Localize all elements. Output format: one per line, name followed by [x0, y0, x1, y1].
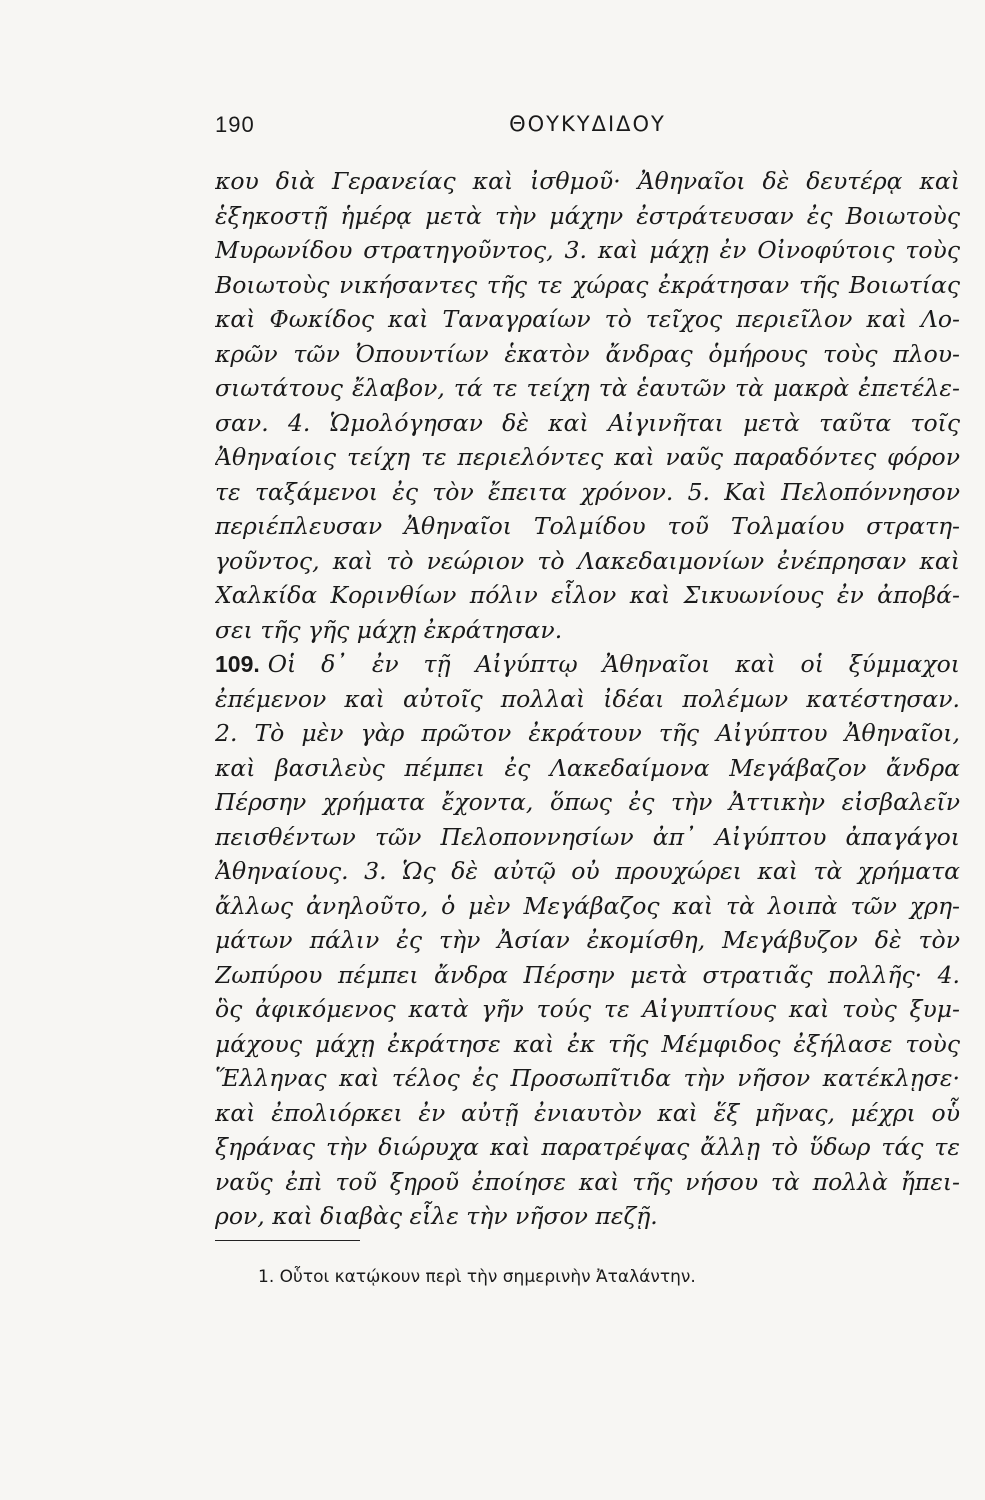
text-line: μάτων πάλιν ἐς τὴν Ἀσίαν ἐκομίσθη, Μεγάβυζον δὲ τὸν	[215, 926, 960, 954]
text-line: Χαλκίδα Κορινθίων πόλιν εἷλον καὶ Σικυωνίους ἐν ἀποβά-	[215, 581, 960, 609]
page-number: 190	[215, 112, 255, 137]
text-line: περιέπλευσαν Ἀθηναῖοι Τολμίδου τοῦ Τολμαίου στρατη-	[215, 512, 960, 540]
text-line: σαν. 4. Ὡμολόγησαν δὲ καὶ Αἰγινῆται μετὰ ταῦτα τοῖς	[215, 408, 960, 437]
text-line: γοῦντος, καὶ τὸ νεώριον τὸ Λακεδαιμονίων ἐνέπρησαν καὶ	[215, 546, 960, 575]
text-line: ρον, καὶ διαβὰς εἷλε τὴν νῆσον πεζῇ.	[215, 1202, 658, 1230]
text-line: καὶ Φωκίδος καὶ Ταναγραίων τὸ τεῖχος περιεῖλον καὶ Λο-	[215, 305, 960, 333]
text-line: Ἀθηναίοις τείχη τε περιελόντες καὶ ναῦς παραδόντες φόρον	[215, 443, 960, 471]
text-line: Μυρωνίδου στρατηγοῦντος, 3. καὶ μάχῃ ἐν Οἰνοφύτοις τοὺς	[215, 236, 960, 264]
footnote-divider	[215, 1240, 360, 1241]
text-line: καὶ ἐπολιόρκει ἐν αὐτῇ ἐνιαυτὸν καὶ ἕξ μῆνας, μέχρι οὗ	[215, 1098, 960, 1127]
section-line-text: Οἱ δ᾽ ἐν τῇ Αἰγύπτῳ Ἀθηναῖοι καὶ οἱ ξύμμαχοι	[267, 650, 960, 678]
section-number: 109.	[215, 651, 260, 677]
text-line: σει τῆς γῆς μάχῃ ἐκράτησαν.	[215, 615, 563, 644]
text-line: ὃς ἀφικόμενος κατὰ γῆν τούς τε Αἰγυπτίους καὶ τοὺς ξυμ-	[215, 995, 960, 1023]
page-header	[215, 112, 960, 148]
text-line: κρῶν τῶν Ὀπουντίων ἑκατὸν ἄνδρας ὁμήρους τοὺς πλου-	[215, 339, 960, 368]
text-line: 2. Τὸ μὲν γὰρ πρῶτον ἐκράτουν τῆς Αἰγύπτου Ἀθηναῖοι,	[215, 719, 960, 747]
running-title: ΘΟΥΚΥΔΙΔΟΥ	[509, 112, 666, 136]
text-line: τε ταξάμενοι ἐς τὸν ἔπειτα χρόνον. 5. Καὶ Πελοπόννησον	[215, 477, 960, 506]
text-line: σιωτάτους ἔλαβον, τά τε τείχη τὰ ἑαυτῶν τὰ μακρὰ ἐπετέλε-	[215, 374, 960, 402]
text-line: ξηράνας τὴν διώρυχα καὶ παρατρέψας ἄλλῃ τὸ ὕδωρ τάς τε	[215, 1133, 960, 1161]
text-line: μάχους μάχῃ ἐκράτησε καὶ ἐκ τῆς Μέμφιδος ἐξήλασε τοὺς	[215, 1029, 960, 1058]
text-line: Πέρσην χρήματα ἔχοντα, ὅπως ἐς τὴν Ἀττικὴν εἰσβαλεῖν	[215, 788, 960, 816]
text-line: ἄλλως ἀνηλοῦτο, ὁ μὲν Μεγάβαζος καὶ τὰ λοιπὰ τῶν χρη-	[215, 891, 960, 920]
text-line: πεισθέντων τῶν Πελοποννησίων ἀπ᾽ Αἰγύπτου ἀπαγάγοι	[215, 822, 960, 851]
text-line: κου διὰ Γερανείας καὶ ἰσθμοῦ· Ἀθηναῖοι δὲ δευτέρᾳ καὶ	[215, 167, 960, 195]
body-text	[215, 164, 960, 1234]
text-line: ἐπέμενον καὶ αὐτοῖς πολλαὶ ἰδέαι πολέμων κατέστησαν.	[215, 684, 960, 713]
text-line: καὶ βασιλεὺς πέμπει ἐς Λακεδαίμονα Μεγάβαζον ἄνδρα	[215, 753, 960, 782]
text-line: Ζωπύρου πέμπει ἄνδρα Πέρσην μετὰ στρατιᾶς πολλῆς· 4.	[215, 960, 960, 989]
text-line: Ἀθηναίους. 3. Ὡς δὲ αὐτῷ οὐ προυχώρει καὶ τὰ χρήματα	[215, 857, 960, 885]
text-line: Ἕλληνας καὶ τέλος ἐς Προσωπῖτιδα τὴν νῆσον κατέκλῃσε·	[215, 1064, 960, 1092]
section-first-line	[215, 647, 960, 682]
footnote: 1. Οὗτοι κατῴκουν περὶ τὴν σημερινὴν Ἀταλάντην.	[258, 1267, 696, 1287]
text-line: ναῦς ἐπὶ τοῦ ξηροῦ ἐποίησε καὶ τῆς νήσου τὰ πολλὰ ἤπει-	[215, 1167, 960, 1196]
text-line: ἑξηκοστῇ ἡμέρᾳ μετὰ τὴν μάχην ἐστράτευσαν ἐς Βοιωτοὺς	[215, 201, 960, 230]
text-line: Βοιωτοὺς νικήσαντες τῆς τε χώρας ἐκράτησαν τῆς Βοιωτίας	[215, 270, 960, 299]
